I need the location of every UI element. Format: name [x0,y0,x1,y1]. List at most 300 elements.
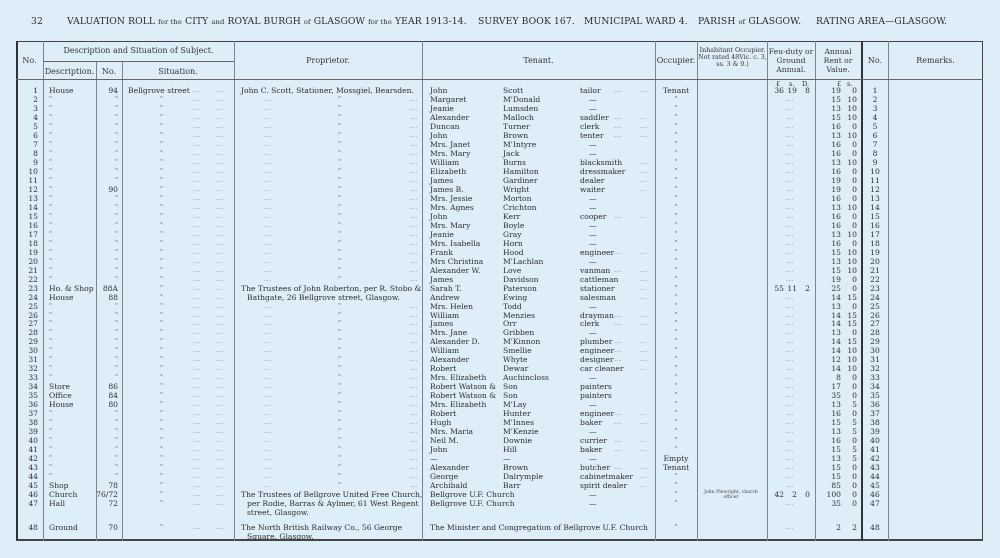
rent-pounds: 13 [831,202,841,212]
feu-dots: ... [786,148,794,157]
subject-number: " [115,310,118,319]
row-number-right: 44 [870,472,880,482]
row-number: 16 [28,220,38,230]
occupier: " [674,346,678,355]
tenant-surname: Scott [503,86,524,95]
row-number-right: 22 [870,274,880,284]
tenant-first-name: Robert Watson & [430,382,496,392]
proprietor-ditto: " [338,481,341,490]
title-part: GLASGOW [313,16,366,27]
occupier: " [674,139,678,148]
tenant-occupation: — [589,139,597,149]
occupier: " [674,409,678,418]
description: " [49,409,52,418]
rent-pounds: 15 [831,418,841,428]
occupation-dots: ... [640,292,648,301]
rent-shillings: 0 [852,86,857,95]
feu-dots: ... [786,220,794,229]
rent-pounds: 16 [831,220,841,230]
title-part: for the [158,18,183,26]
row-number: 31 [28,355,38,365]
rating-area: RATING AREA—GLASGOW. [816,16,948,27]
occupation-dots: ... [614,436,622,445]
situation-dots: ... [193,337,201,346]
tenant-surname: M'Lay [503,400,527,410]
situation-ditto: " [160,211,163,220]
tenant-first-name: Jeanie [430,103,454,113]
proprietor-dots: ... [410,265,418,274]
row-number: 27 [28,319,38,329]
occupier: " [674,229,678,238]
rent-pounds: 25 [831,283,841,293]
proprietor-ditto: " [338,265,341,274]
proprietor-ditto: " [338,103,341,112]
tenant-first-name: Frank [430,247,453,257]
situation-dots: ... [216,391,224,400]
row-number-right: 25 [870,301,880,311]
title-part: ROYAL BURGH [227,16,301,27]
header-description: Description. [44,67,95,76]
description: " [49,256,52,265]
feu-dots: ... [786,139,794,148]
tenant-first-name: Alexander [430,355,470,365]
description: Ground [49,523,78,533]
occupation-dots: ... [640,283,648,292]
title-part: VALUATION ROLL [67,16,156,27]
situation-ditto: " [160,283,163,292]
situation-ditto: " [160,202,163,211]
occupier: Tenant [662,463,690,473]
description: " [49,193,52,202]
proprietor-dots: ... [264,481,272,490]
tenant-surname: M'Kenzie [503,427,539,437]
description: " [49,337,52,346]
occupier: Tenant [662,86,690,95]
proprietor-dots: ... [410,211,418,220]
rent-pounds: 14 [831,346,841,356]
row-number: 3 [33,103,38,113]
subject-number: " [115,472,118,481]
feu-dots: ... [786,427,794,436]
subject-number: " [115,355,118,364]
subject-number: " [115,364,118,373]
row-number-right: 12 [870,184,880,194]
occupier: " [674,418,678,427]
feu-pence: 8 [805,86,810,95]
occupier: " [674,112,678,121]
feu-dots: ... [786,157,794,166]
proprietor: per Rodie, Barras & Aylmer, 61 West Regent [247,499,419,509]
tenant-first-name: Mrs. Mary [430,148,471,158]
description: " [49,454,52,463]
occupation-dots: ... [640,319,648,328]
situation-dots: ... [216,220,224,229]
situation-dots: ... [216,364,224,373]
description: Church [49,490,78,500]
situation-ditto: " [160,130,163,139]
proprietor-ditto: " [338,463,341,472]
row-number-right: 24 [870,292,880,302]
subject-number: " [115,220,118,229]
subject-number: 70 [108,523,118,533]
proprietor-ditto: " [338,382,341,391]
row-number-right: 41 [870,445,880,455]
subject-number: 90 [108,184,118,194]
tenant-first-name: William [430,157,460,167]
proprietor-dots: ... [410,157,418,166]
proprietor-ditto: " [338,139,341,148]
situation-ditto: " [160,175,163,184]
tenant-first-name: Jeanie [430,229,454,239]
situation-ditto: " [160,418,163,427]
proprietor-ditto: " [338,301,341,310]
situation-dots: ... [193,247,201,256]
proprietor-dots: ... [264,130,272,139]
rent-pounds: 13 [831,256,841,266]
situation-ditto: " [160,328,163,337]
rent-pounds: 17 [831,382,841,392]
tenant-first-name: Mrs. Agnes [430,202,474,212]
page-number: 32 [31,16,43,27]
proprietor-dots: ... [410,373,418,382]
description: " [49,373,52,382]
proprietor-ditto: " [338,229,341,238]
occupation-dots: ... [614,355,622,364]
tenant-surname: M'Innes [503,418,535,428]
row-number-right: 17 [870,229,880,239]
proprietor-ditto: " [338,427,341,436]
tenant-occupation: tenter [580,130,604,140]
row-number-right: 21 [870,265,880,275]
situation-dots: ... [216,463,224,472]
proprietor-dots: ... [264,148,272,157]
row-number: 34 [28,382,38,392]
description: " [49,220,52,229]
rent-pounds: 16 [831,211,841,221]
feu-dots: ... [786,121,794,130]
row-number: 1 [33,86,38,95]
header-subject-no: No. [101,67,117,76]
occupation-dots: ... [640,211,648,220]
proprietor-dots: ... [410,409,418,418]
proprietor-ditto: " [338,274,341,283]
situation-ditto: " [160,292,163,301]
tenant-surname: Dalrymple [503,472,543,482]
feu-shillings: 2 [792,490,797,500]
col-divider [888,41,889,541]
row-number-right: 1 [872,86,878,95]
col-divider [767,41,768,541]
rent-shillings: 2 [852,523,857,533]
proprietor-dots: ... [264,166,272,175]
rent-shillings: 15 [847,310,857,320]
row-number: 8 [33,148,38,158]
situation-dots: ... [216,490,224,499]
header-remarks: Remarks. [916,56,955,65]
rent-shillings: 10 [847,202,857,212]
description: House [49,292,74,302]
occupation-dots: ... [640,472,648,481]
tenant-surname: Downie [503,436,532,446]
proprietor-ditto: " [338,157,341,166]
situation-dots: ... [193,274,201,283]
situation-ditto: " [160,454,163,463]
rent-pounds: 14 [831,337,841,347]
proprietor-dots: ... [264,346,272,355]
situation-dots: ... [193,292,201,301]
occupation-dots: ... [614,337,622,346]
feu-dots: ... [786,409,794,418]
situation-ditto: " [160,499,163,508]
feu-pounds: 42 [774,490,784,500]
proprietor-ditto: " [338,445,341,454]
rent-shillings: 10 [847,112,857,122]
tenant-first-name: William [430,346,460,356]
situation-dots: ... [193,238,201,247]
row-number: 18 [28,238,38,248]
tenant-first-name: Margaret [430,94,467,104]
situation-dots: ... [193,400,201,409]
tenant-occupation: — [589,400,597,410]
situation-dots: ... [216,103,224,112]
row-number-right: 43 [870,463,880,473]
proprietor-dots: ... [410,400,418,409]
proprietor-dots: ... [410,382,418,391]
description: " [49,157,52,166]
proprietor: street, Glasgow. [247,508,309,518]
rent-pounds: 13 [831,157,841,167]
situation-ditto: " [160,409,163,418]
proprietor-ditto: " [338,454,341,463]
feu-dots: ... [786,103,794,112]
proprietor-dots: ... [264,139,272,148]
proprietor-dots: ... [410,427,418,436]
row-number-right: 13 [870,193,880,203]
tenant-first-name: John [430,445,448,455]
tenant-first-name: Duncan [430,121,460,131]
proprietor-ditto: " [338,202,341,211]
row-number-right: 32 [870,364,880,374]
rent-shillings: 0 [852,193,857,203]
rent-pounds: 14 [831,292,841,302]
situation-dots: ... [216,166,224,175]
feu-dots: ... [786,445,794,454]
rent-pounds: 16 [831,121,841,131]
col-divider [697,41,698,541]
unit-pence: D. [802,80,810,88]
situation-dots: ... [193,148,201,157]
tenant-occupation: — [589,238,597,248]
situation-dots: ... [193,157,201,166]
rent-pounds: 15 [831,112,841,122]
tenant-surname: Morton [503,193,532,203]
proprietor-dots: ... [410,139,418,148]
occupation-dots: ... [640,481,648,490]
tenant-occupation: — [589,301,597,311]
tenant-first-name: James [430,175,454,185]
proprietor-dots: ... [410,337,418,346]
tenant-surname: Davidson [503,274,539,284]
situation-dots: ... [216,121,224,130]
parish-part: PARISH [698,16,736,27]
subject-number: " [115,436,118,445]
tenant-first-name: John [430,86,448,95]
row-number-right: 6 [872,130,878,140]
situation-dots: ... [193,229,201,238]
situation-dots: ... [216,454,224,463]
description: " [49,472,52,481]
rent-shillings: 10 [847,256,857,266]
row-number-right: 3 [872,103,878,113]
rent-pounds: 19 [831,86,841,95]
tenant-first-name: Alexander W. [430,265,481,275]
proprietor-dots: ... [410,391,418,400]
row-number: 20 [28,256,38,266]
row-number: 28 [28,328,38,338]
description: " [49,364,52,373]
subject-number: 88 [108,292,118,302]
proprietor-dots: ... [264,301,272,310]
row-number-right: 15 [870,211,880,221]
subject-number: 88A [102,283,118,293]
occupation-dots: ... [614,265,622,274]
description: " [49,103,52,112]
tenant-occupation: butcher [580,463,611,473]
situation-dots: ... [216,409,224,418]
rent-pounds: 15 [831,463,841,473]
occupation-dots: ... [640,418,648,427]
occupation-dots: ... [640,346,648,355]
col-divider [422,41,423,541]
situation-dots: ... [193,328,201,337]
occupation-dots: ... [614,445,622,454]
tenant-surname: Turner [503,121,530,131]
description: Store [49,382,70,392]
proprietor-dots: ... [410,229,418,238]
row-number: 46 [28,490,38,500]
tenant-surname: Whyte [503,355,528,365]
tenant-first-name: Mrs. Jane [430,328,468,338]
description: House [49,86,74,95]
row-number-right: 27 [870,319,880,329]
occupation-dots: ... [640,157,648,166]
occupation-dots: ... [640,130,648,139]
description: " [49,139,52,148]
feu-dots: ... [786,229,794,238]
situation-dots: ... [216,202,224,211]
col-divider [122,62,123,541]
rent-pounds: 35 [831,499,841,509]
proprietor-ditto: " [338,328,341,337]
proprietor-ditto: " [338,193,341,202]
occupation-dots: ... [640,310,648,319]
subject-number: " [115,463,118,472]
feu-dots: ... [786,400,794,409]
tenant-surname: Son [503,391,518,401]
description: " [49,445,52,454]
situation-dots: ... [193,310,201,319]
row-number: 11 [28,175,38,185]
situation-ditto: " [160,265,163,274]
occupier: " [674,202,678,211]
situation-dots: ... [216,427,224,436]
proprietor-dots: ... [410,112,418,121]
proprietor-dots: ... [264,445,272,454]
row-number-right: 28 [870,328,880,338]
proprietor-ditto: " [338,391,341,400]
situation: Bellgrove street [128,86,190,95]
rent-shillings: 15 [847,319,857,329]
situation-ditto: " [160,112,163,121]
feu-pounds: 36 [774,86,784,95]
situation-dots: ... [193,463,201,472]
tenant-surname: Kerr [503,211,521,221]
feu-dots: ... [786,355,794,364]
situation-dots: ... [193,436,201,445]
proprietor-dots: ... [410,346,418,355]
situation-ditto: " [160,472,163,481]
row-number: 38 [28,418,38,428]
situation-ditto: " [160,382,163,391]
row-number: 15 [28,211,38,221]
feu-dots: ... [786,382,794,391]
rent-shillings: 10 [847,247,857,257]
proprietor-ditto: " [338,94,341,103]
situation-dots: ... [216,472,224,481]
rent-shillings: 10 [847,265,857,275]
proprietor-dots: ... [264,265,272,274]
tenant-occupation: cooper [580,211,607,221]
situation-dots: ... [216,481,224,490]
tenant-first-name: Neil M. [430,436,459,446]
rent-shillings: 10 [847,103,857,113]
row-number-right: 33 [870,373,880,383]
tenant-surname: Horn [503,238,523,248]
row-number: 33 [28,373,38,383]
row-number: 21 [28,265,38,275]
proprietor-ditto: " [338,166,341,175]
row-number-right: 19 [870,247,880,257]
rent-pounds: 14 [831,310,841,320]
proprietor: Bathgate, 26 Bellgrove street, Glasgow. [247,292,400,302]
situation-dots: ... [193,373,201,382]
row-number-right: 40 [870,436,880,446]
rent-shillings: 10 [847,94,857,104]
tenant-surname: Hood [503,247,524,257]
situation-dots: ... [216,292,224,301]
row-number-right: 18 [870,238,880,248]
proprietor-ditto: " [338,220,341,229]
rent-shillings: 10 [847,229,857,239]
subject-number: " [115,211,118,220]
parish [698,16,801,27]
situation-dots: ... [216,86,224,94]
situation-dots: ... [193,355,201,364]
tenant-occupation: — [589,94,597,104]
subject-number: " [115,328,118,337]
occupier: " [674,445,678,454]
header-desc-group: Description and Situation of Subject. [63,46,214,55]
occupier: " [674,337,678,346]
feu-dots: ... [786,247,794,256]
row-number: 30 [28,346,38,356]
row-number-right: 2 [872,94,878,104]
situation-dots: ... [216,139,224,148]
subject-number: " [115,121,118,130]
occupier: " [674,328,678,337]
rent-shillings: 0 [852,166,857,176]
situation-dots: ... [216,112,224,121]
